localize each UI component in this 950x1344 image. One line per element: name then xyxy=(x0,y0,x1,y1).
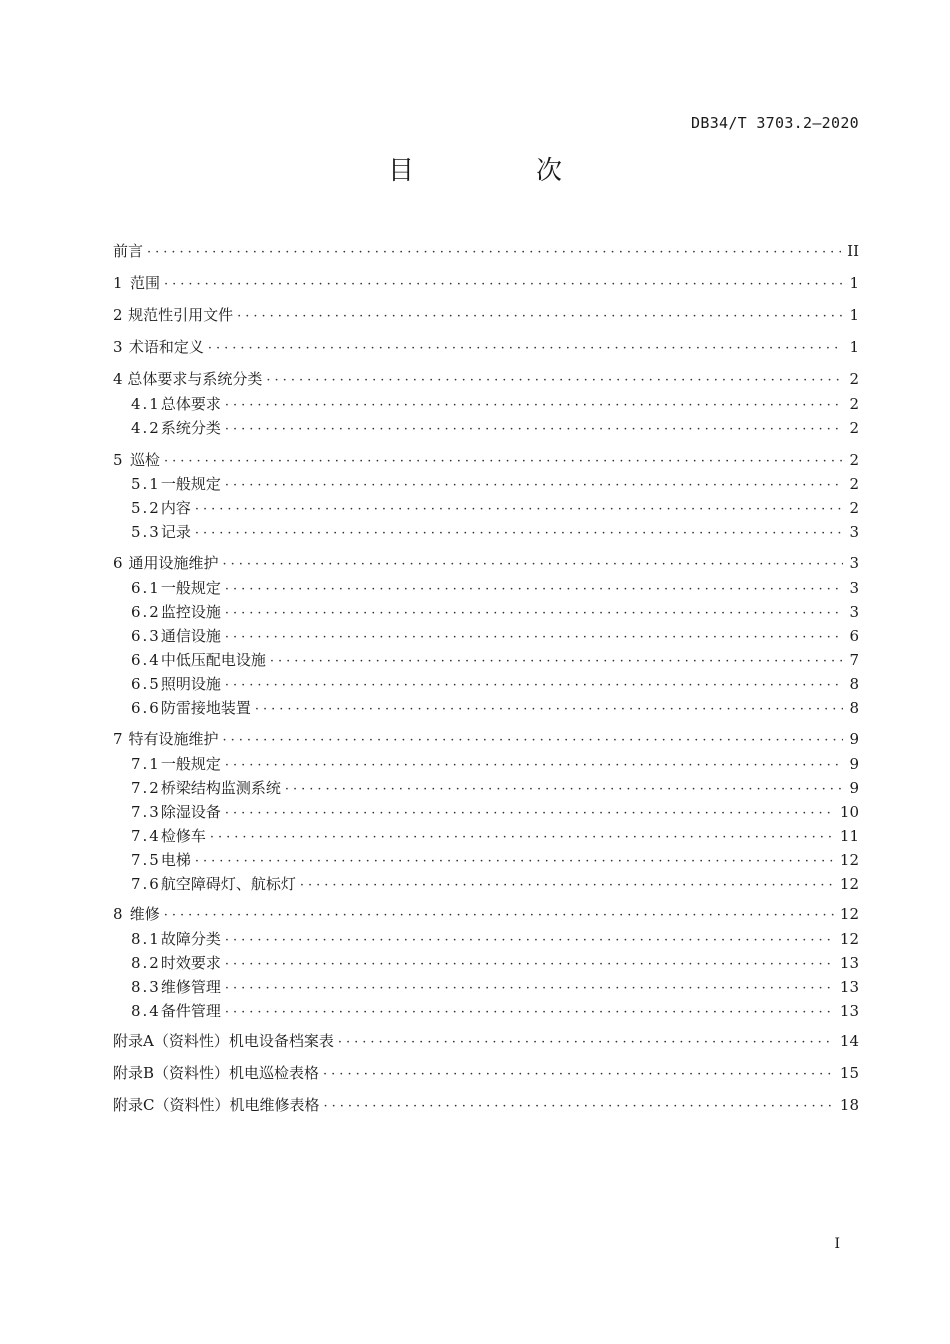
toc-entry-label: 防雷接地装置 xyxy=(160,699,251,717)
toc-entry-page: 7 xyxy=(849,651,859,669)
toc-entry-number: 8 xyxy=(113,905,123,923)
toc-entry-page: 3 xyxy=(849,554,859,572)
toc-entry[interactable] xyxy=(113,336,859,358)
toc-entry-page: 1 xyxy=(849,306,859,324)
dot-leader xyxy=(225,395,843,417)
toc-entry-page: 11 xyxy=(839,827,859,845)
toc-entry-page: 13 xyxy=(839,978,859,996)
toc-entry[interactable] xyxy=(113,1030,859,1052)
toc-entry[interactable] xyxy=(131,673,859,695)
toc-entry-number: 7.6 xyxy=(131,875,161,893)
toc-entry-number: 5.3 xyxy=(131,523,161,541)
toc-entry[interactable] xyxy=(113,1062,859,1084)
toc-entry[interactable] xyxy=(131,873,859,895)
toc-entry-label: 中低压配电设施 xyxy=(160,651,266,669)
toc-entry-label: 监控设施 xyxy=(160,603,221,621)
toc-entry-number: 6.3 xyxy=(131,627,161,645)
toc-entry-page: 9 xyxy=(849,730,859,748)
toc-entry[interactable] xyxy=(131,601,859,623)
toc-entry-number: 5.2 xyxy=(131,499,161,517)
toc-entry-number: 6.4 xyxy=(131,651,161,669)
dot-leader xyxy=(255,699,843,721)
dot-leader xyxy=(324,1096,834,1118)
dot-leader xyxy=(225,954,834,976)
toc-entry[interactable] xyxy=(113,272,859,294)
toc-entry-page: 3 xyxy=(849,579,859,597)
dot-leader xyxy=(225,755,843,777)
toc-entry[interactable] xyxy=(131,849,859,871)
toc-entry[interactable] xyxy=(113,240,859,262)
toc-entry[interactable] xyxy=(113,1094,859,1116)
toc-entry-label: 航空障碍灯、航标灯 xyxy=(160,875,296,893)
dot-leader xyxy=(195,851,834,873)
dot-leader xyxy=(225,419,843,441)
toc-entry-number: 6.2 xyxy=(131,603,161,621)
toc-entry-number: 6 xyxy=(113,554,123,572)
dot-leader xyxy=(164,274,843,296)
toc-entry-page: 18 xyxy=(839,1096,859,1114)
toc-entry[interactable] xyxy=(131,625,859,647)
toc-entry-number: 1 xyxy=(113,274,123,292)
toc-entry-label: 电梯 xyxy=(160,851,191,869)
dot-leader xyxy=(225,475,843,497)
toc-entry-label: 通信设施 xyxy=(160,627,221,645)
toc-entry-page: 3 xyxy=(849,523,859,541)
toc-entry-page: 2 xyxy=(849,370,859,388)
toc-entry-page: 13 xyxy=(839,1002,859,1020)
toc-entry-page: II xyxy=(847,242,859,260)
toc-entry-number: 4.2 xyxy=(131,419,161,437)
toc-entry-label: 检修车 xyxy=(160,827,206,845)
toc-entry-page: 9 xyxy=(849,779,859,797)
toc-entry[interactable] xyxy=(113,552,859,574)
dot-leader xyxy=(225,978,834,1000)
toc-entry[interactable] xyxy=(131,473,859,495)
toc-entry-label: 总体要求与系统分类 xyxy=(127,370,263,388)
toc-entry[interactable] xyxy=(131,976,859,998)
dot-leader xyxy=(270,651,843,673)
toc-entry-number: 8.4 xyxy=(131,1002,161,1020)
dot-leader xyxy=(195,499,843,521)
toc-entry[interactable] xyxy=(131,753,859,775)
toc-entry-page: 2 xyxy=(849,395,859,413)
toc-entry-page: 13 xyxy=(839,954,859,972)
dot-leader xyxy=(225,675,843,697)
toc-entry-page: 2 xyxy=(849,475,859,493)
toc-entry-label: 维修 xyxy=(129,905,160,923)
toc-entry-page: 12 xyxy=(839,875,859,893)
toc-entry-number: 5 xyxy=(113,451,123,469)
toc-entry-page: 1 xyxy=(849,338,859,356)
toc-entry[interactable] xyxy=(131,952,859,974)
toc-entry-number: 8.1 xyxy=(131,930,161,948)
toc-entry-number: 7 xyxy=(113,730,123,748)
dot-leader xyxy=(225,930,834,952)
toc-entry[interactable] xyxy=(131,697,859,719)
toc-entry-label: 照明设施 xyxy=(160,675,221,693)
toc-entry[interactable] xyxy=(113,728,859,750)
dot-leader xyxy=(300,875,834,897)
toc-entry-page: 8 xyxy=(849,699,859,717)
toc-entry-page: 6 xyxy=(849,627,859,645)
toc-entry-label: 维修管理 xyxy=(160,978,221,996)
toc-entry-number: 7.2 xyxy=(131,779,161,797)
toc-entry-number: 6.5 xyxy=(131,675,161,693)
dot-leader xyxy=(225,627,843,649)
toc-entry-number: 7.5 xyxy=(131,851,161,869)
dot-leader xyxy=(147,242,841,264)
toc-entry[interactable] xyxy=(131,417,859,439)
toc-entry-number: 4 xyxy=(113,370,123,388)
dot-leader xyxy=(208,338,843,360)
dot-leader xyxy=(164,905,834,927)
toc-entry-label: 记录 xyxy=(160,523,191,541)
toc-entry-number: 附录C（资料性） xyxy=(113,1096,230,1114)
toc-entry[interactable] xyxy=(113,903,859,925)
toc-entry-number: 附录A（资料性） xyxy=(113,1032,229,1050)
dot-leader xyxy=(223,730,843,752)
toc-entry-page: 2 xyxy=(849,451,859,469)
toc-entry[interactable] xyxy=(131,649,859,671)
dot-leader xyxy=(210,827,834,849)
toc-entry[interactable] xyxy=(131,777,859,799)
toc-entry[interactable] xyxy=(113,368,859,390)
toc-entry-number: 6.1 xyxy=(131,579,161,597)
dot-leader xyxy=(266,370,843,392)
toc-entry-label: 故障分类 xyxy=(160,930,221,948)
toc-entry-page: 9 xyxy=(849,755,859,773)
toc-entry[interactable] xyxy=(131,497,859,519)
dot-leader xyxy=(225,803,834,825)
toc-entry-number: 5.1 xyxy=(131,475,161,493)
toc-entry-label: 范围 xyxy=(129,274,160,292)
toc-entry-page: 1 xyxy=(849,274,859,292)
toc-entry-label: 一般规定 xyxy=(160,579,221,597)
toc-entry[interactable] xyxy=(131,577,859,599)
toc-entry-label: 机电维修表格 xyxy=(229,1096,320,1114)
toc-entry-label: 一般规定 xyxy=(160,475,221,493)
toc-entry-number: 2 xyxy=(113,306,123,324)
toc-entry-label: 机电设备档案表 xyxy=(228,1032,334,1050)
toc-entry-number: 8.2 xyxy=(131,954,161,972)
toc-entry-label: 规范性引用文件 xyxy=(128,306,234,324)
toc-entry[interactable] xyxy=(113,449,859,471)
toc-entry-page: 10 xyxy=(839,803,859,821)
toc-entry[interactable] xyxy=(131,825,859,847)
dot-leader xyxy=(225,1002,834,1024)
toc-entry-label: 一般规定 xyxy=(160,755,221,773)
toc-entry-page: 15 xyxy=(839,1064,859,1082)
page-title: 目 次 xyxy=(387,156,610,186)
toc-entry-label: 前言 xyxy=(113,242,144,260)
toc-entry-number: 附录B（资料性） xyxy=(113,1064,230,1082)
toc-entry[interactable] xyxy=(131,1000,859,1022)
toc-entry-label: 通用设施维护 xyxy=(128,554,219,572)
toc-entry-label: 总体要求 xyxy=(160,395,221,413)
dot-leader xyxy=(285,779,843,801)
dot-leader xyxy=(164,451,843,473)
toc-entry-number: 7.1 xyxy=(131,755,161,773)
toc-entry[interactable] xyxy=(131,521,859,543)
toc-entry[interactable] xyxy=(131,928,859,950)
dot-leader xyxy=(237,306,843,328)
toc-entry-page: 12 xyxy=(839,905,859,923)
toc-entry-label: 除湿设备 xyxy=(160,803,221,821)
toc-entry[interactable] xyxy=(113,304,859,326)
toc-entry-page: 12 xyxy=(839,851,859,869)
toc-entry-label: 术语和定义 xyxy=(128,338,204,356)
dot-leader xyxy=(223,554,843,576)
page-number: I xyxy=(834,1236,840,1252)
dot-leader xyxy=(323,1064,834,1086)
toc-entry[interactable] xyxy=(131,393,859,415)
toc-entry-label: 备件管理 xyxy=(160,1002,221,1020)
toc-entry-page: 2 xyxy=(849,499,859,517)
dot-leader xyxy=(338,1032,834,1054)
toc-entry-number: 3 xyxy=(113,338,123,356)
toc-entry-label: 巡检 xyxy=(129,451,160,469)
toc-entry-number: 7.3 xyxy=(131,803,161,821)
toc-entry-page: 14 xyxy=(839,1032,859,1050)
dot-leader xyxy=(225,579,843,601)
toc-entry-number: 4.1 xyxy=(131,395,161,413)
toc-entry-page: 3 xyxy=(849,603,859,621)
toc-entry-label: 特有设施维护 xyxy=(128,730,219,748)
toc-entry-number: 8.3 xyxy=(131,978,161,996)
dot-leader xyxy=(195,523,843,545)
toc-entry-page: 12 xyxy=(839,930,859,948)
toc-entry-label: 系统分类 xyxy=(160,419,221,437)
toc-entry-page: 8 xyxy=(849,675,859,693)
document-code: DB34/T 3703.2—2020 xyxy=(691,114,859,132)
toc-entry-page: 2 xyxy=(849,419,859,437)
toc-entry-number: 7.4 xyxy=(131,827,161,845)
toc-entry-number: 6.6 xyxy=(131,699,161,717)
toc-entry[interactable] xyxy=(131,801,859,823)
dot-leader xyxy=(225,603,843,625)
toc-entry-label: 时效要求 xyxy=(160,954,221,972)
toc-entry-label: 机电巡检表格 xyxy=(229,1064,320,1082)
toc-entry-label: 桥梁结构监测系统 xyxy=(160,779,281,797)
toc-entry-label: 内容 xyxy=(160,499,191,517)
